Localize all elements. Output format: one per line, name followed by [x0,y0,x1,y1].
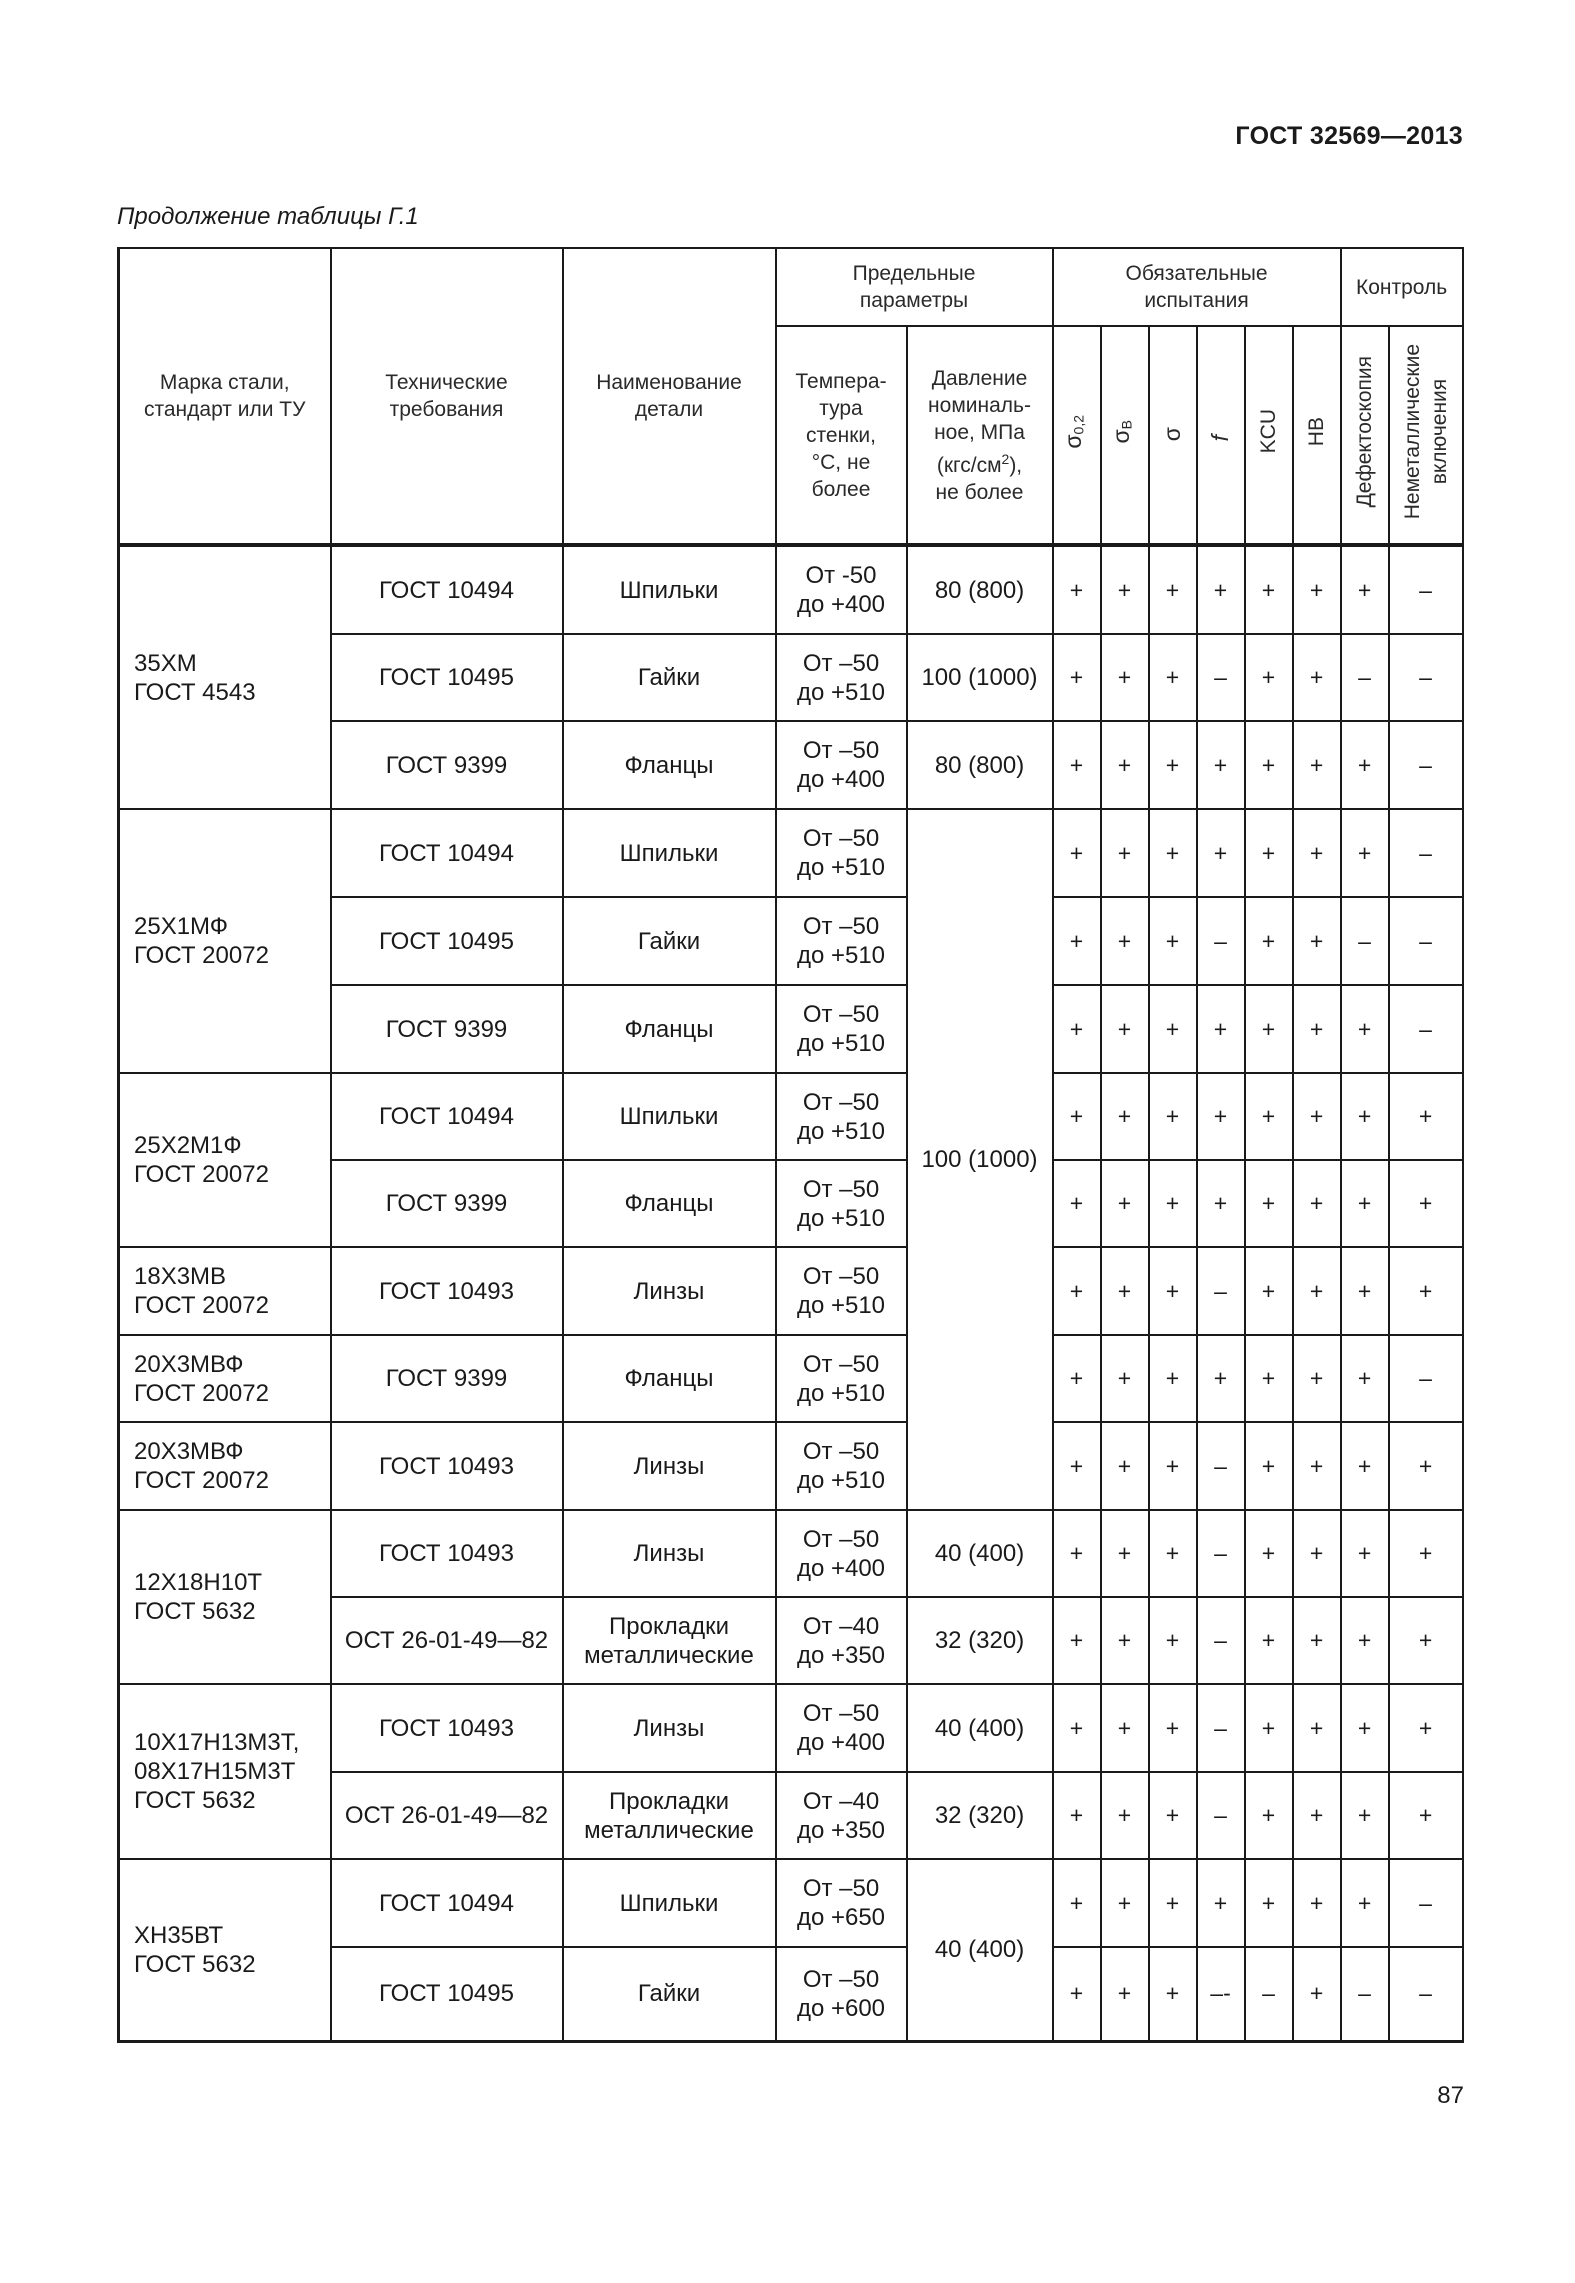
cell-mark-sigma: + [1149,1859,1197,1947]
cell-mark-kcu: + [1245,634,1293,721]
header-limit-parameters: Предельные параметры [776,248,1053,326]
cell-mark-f: – [1197,1772,1245,1859]
cell-mark-sigma: + [1149,634,1197,721]
cell-wall-temperature: От –50 до +510 [776,1422,907,1510]
cell-mark-defectoscopy: + [1341,809,1389,897]
cell-wall-temperature: От –40 до +350 [776,1597,907,1684]
cell-mark-sigmab: + [1101,1684,1149,1772]
cell-mark-sigma: + [1149,809,1197,897]
cell-nominal-pressure: 80 (800) [907,721,1053,809]
cell-steel-grade: 18Х3МВ ГОСТ 20072 [119,1247,331,1335]
header-control-inclusions [1389,326,1463,544]
cell-mark-inclusions: + [1389,1247,1463,1335]
cell-wall-temperature: От –50 до +510 [776,1247,907,1335]
cell-mark-sigmab: + [1101,1422,1149,1510]
cell-mark-inclusions: – [1389,721,1463,809]
cell-wall-temperature: От –50 до +510 [776,1073,907,1160]
cell-mark-defectoscopy: + [1341,1510,1389,1597]
cell-technical-requirements: ГОСТ 10493 [331,1510,563,1597]
steel-requirements-table [117,247,1464,2043]
cell-mark-kcu: + [1245,546,1293,634]
cell-mark-inclusions: – [1389,1859,1463,1947]
cell-mark-defectoscopy: – [1341,897,1389,985]
cell-mark-f: – [1197,1422,1245,1510]
cell-mark-kcu: + [1245,1859,1293,1947]
cell-mark-sigma: + [1149,985,1197,1073]
cell-part-name: Шпильки [563,809,776,897]
header-test-f [1197,326,1245,544]
cell-technical-requirements: ГОСТ 10493 [331,1247,563,1335]
cell-part-name: Гайки [563,897,776,985]
cell-mark-inclusions: – [1389,546,1463,634]
cell-mark-defectoscopy: + [1341,1772,1389,1859]
cell-mark-hb: + [1293,1772,1341,1859]
cell-mark-f: – [1197,1510,1245,1597]
cell-mark-inclusions: – [1389,1335,1463,1422]
cell-mark-sigma02: + [1053,1073,1101,1160]
cell-wall-temperature: От –50 до +400 [776,1510,907,1597]
cell-mark-kcu: + [1245,1247,1293,1335]
header-grade: Марка стали, стандарт или ТУ [119,248,331,544]
cell-steel-grade: 12Х18Н10Т ГОСТ 5632 [119,1510,331,1684]
cell-part-name: Линзы [563,1247,776,1335]
cell-wall-temperature: От –50 до +400 [776,1684,907,1772]
cell-technical-requirements: ОСТ 26-01-49—82 [331,1597,563,1684]
cell-nominal-pressure: 32 (320) [907,1597,1053,1684]
header-technical-requirements: Технические требования [331,248,563,544]
cell-technical-requirements: ГОСТ 10495 [331,634,563,721]
cell-part-name: Линзы [563,1422,776,1510]
cell-wall-temperature: От –40 до +350 [776,1772,907,1859]
cell-mark-sigma02: + [1053,1247,1101,1335]
cell-mark-kcu: + [1245,985,1293,1073]
cell-mark-sigma: + [1149,1772,1197,1859]
cell-mark-hb: + [1293,897,1341,985]
cell-mark-inclusions: + [1389,1684,1463,1772]
cell-mark-defectoscopy: + [1341,721,1389,809]
header-control: Контроль [1341,248,1463,326]
cell-steel-grade: 35ХМ ГОСТ 4543 [119,546,331,809]
cell-mark-sigma: + [1149,1684,1197,1772]
cell-mark-inclusions: – [1389,809,1463,897]
header-test-hb [1293,326,1341,544]
cell-steel-grade: 20Х3МВФ ГОСТ 20072 [119,1335,331,1422]
cell-mark-sigmab: + [1101,1947,1149,2041]
cell-mark-kcu: + [1245,1772,1293,1859]
cell-mark-sigma02: + [1053,1947,1101,2041]
cell-part-name: Прокладки металлические [563,1597,776,1684]
cell-technical-requirements: ГОСТ 9399 [331,721,563,809]
cell-mark-f: – [1197,634,1245,721]
header-sigma-symbol: σ [1159,427,1186,442]
cell-mark-sigma02: + [1053,1859,1101,1947]
cell-mark-sigma: + [1149,1073,1197,1160]
cell-wall-temperature: От –50 до +510 [776,809,907,897]
cell-wall-temperature: От –50 до +510 [776,634,907,721]
header-sigmab-symbol: σ [1108,429,1135,444]
cell-mark-defectoscopy: – [1341,634,1389,721]
header-mandatory-tests: Обязательные испытания [1053,248,1341,326]
cell-mark-inclusions: + [1389,1073,1463,1160]
cell-mark-defectoscopy: – [1341,1947,1389,2041]
cell-mark-sigmab: + [1101,985,1149,1073]
cell-technical-requirements: ГОСТ 10494 [331,546,563,634]
cell-mark-inclusions: + [1389,1422,1463,1510]
header-kcu-label: KCU [1257,409,1281,454]
header-test-yield-strength [1053,326,1101,544]
cell-mark-defectoscopy: + [1341,1422,1389,1510]
cell-part-name: Гайки [563,1947,776,2041]
cell-mark-f: + [1197,809,1245,897]
cell-mark-inclusions: – [1389,985,1463,1073]
cell-mark-sigma02: + [1053,897,1101,985]
cell-nominal-pressure: 40 (400) [907,1859,1053,2041]
header-inclusions-label: Неметаллические включения [1400,343,1451,520]
cell-mark-sigma02: + [1053,1772,1101,1859]
cell-steel-grade: ХН35ВТ ГОСТ 5632 [119,1859,331,2041]
cell-mark-hb: + [1293,1597,1341,1684]
table-caption: Продолжение таблицы Г.1 [117,203,419,230]
cell-mark-sigmab: + [1101,721,1149,809]
cell-mark-sigma02: + [1053,985,1101,1073]
cell-mark-sigmab: + [1101,897,1149,985]
cell-mark-f: – [1197,1247,1245,1335]
cell-mark-kcu: + [1245,1422,1293,1510]
cell-mark-f: + [1197,1859,1245,1947]
cell-mark-hb: + [1293,1073,1341,1160]
cell-technical-requirements: ГОСТ 10495 [331,897,563,985]
cell-mark-hb: + [1293,985,1341,1073]
table-row [119,1859,1463,1947]
cell-mark-sigmab: + [1101,1597,1149,1684]
cell-wall-temperature: От –50 до +510 [776,1160,907,1247]
header-pressure-line1: Давление номиналь- ное, МПа [928,366,1031,444]
cell-mark-defectoscopy: + [1341,1335,1389,1422]
cell-part-name: Шпильки [563,546,776,634]
cell-wall-temperature: От –50 до +650 [776,1859,907,1947]
cell-nominal-pressure: 40 (400) [907,1684,1053,1772]
cell-part-name: Линзы [563,1684,776,1772]
cell-technical-requirements: ГОСТ 10494 [331,1073,563,1160]
cell-mark-f: – [1197,1684,1245,1772]
cell-mark-sigma02: + [1053,1684,1101,1772]
cell-mark-inclusions: + [1389,1510,1463,1597]
cell-mark-kcu: + [1245,1335,1293,1422]
cell-mark-hb: + [1293,1510,1341,1597]
cell-mark-inclusions: – [1389,897,1463,985]
cell-nominal-pressure: 80 (800) [907,546,1053,634]
cell-mark-inclusions: + [1389,1597,1463,1684]
cell-part-name: Шпильки [563,1859,776,1947]
table-row [119,1684,1463,1772]
cell-mark-sigmab: + [1101,1859,1149,1947]
cell-mark-hb: + [1293,1859,1341,1947]
cell-mark-sigma: + [1149,1335,1197,1422]
header-sigma02-symbol: σ [1060,434,1087,449]
cell-wall-temperature: От -50 до +400 [776,546,907,634]
header-test-tensile-strength [1101,326,1149,544]
cell-mark-f: + [1197,1335,1245,1422]
cell-mark-sigma: + [1149,1597,1197,1684]
cell-mark-f: + [1197,721,1245,809]
cell-mark-inclusions: – [1389,634,1463,721]
cell-mark-hb: + [1293,809,1341,897]
page-number: 87 [1437,2082,1464,2109]
cell-mark-hb: + [1293,721,1341,809]
cell-mark-defectoscopy: + [1341,1160,1389,1247]
cell-mark-sigmab: + [1101,1772,1149,1859]
cell-part-name: Фланцы [563,1335,776,1422]
cell-mark-hb: + [1293,1422,1341,1510]
cell-wall-temperature: От –50 до +510 [776,1335,907,1422]
cell-technical-requirements: ГОСТ 9399 [331,1335,563,1422]
cell-mark-sigma: + [1149,721,1197,809]
cell-mark-sigma02: + [1053,546,1101,634]
cell-mark-f: + [1197,985,1245,1073]
header-nominal-pressure [907,326,1053,544]
cell-mark-hb: + [1293,1684,1341,1772]
cell-mark-sigma: + [1149,546,1197,634]
cell-nominal-pressure: 32 (320) [907,1772,1053,1859]
cell-part-name: Линзы [563,1510,776,1597]
cell-mark-f: –- [1197,1947,1245,2041]
cell-mark-sigma: + [1149,1510,1197,1597]
header-defectoscopy-label: Дефектоскопия [1353,355,1377,508]
cell-mark-kcu: + [1245,1073,1293,1160]
cell-mark-hb: + [1293,1335,1341,1422]
cell-mark-sigma: + [1149,897,1197,985]
cell-nominal-pressure: 100 (1000) [907,809,1053,1510]
cell-mark-defectoscopy: + [1341,1247,1389,1335]
cell-part-name: Гайки [563,634,776,721]
cell-mark-kcu: + [1245,1684,1293,1772]
header-sigma02-sub: 0,2 [1070,414,1087,435]
cell-nominal-pressure: 100 (1000) [907,634,1053,721]
cell-wall-temperature: От –50 до +400 [776,721,907,809]
cell-mark-f: + [1197,1160,1245,1247]
cell-steel-grade: 25Х2М1Ф ГОСТ 20072 [119,1073,331,1247]
cell-mark-kcu: + [1245,809,1293,897]
cell-mark-hb: + [1293,1247,1341,1335]
table-row [119,1247,1463,1335]
cell-technical-requirements: ГОСТ 10494 [331,809,563,897]
cell-mark-sigma02: + [1053,1160,1101,1247]
cell-mark-sigmab: + [1101,1073,1149,1160]
cell-mark-sigma: + [1149,1422,1197,1510]
table-row [119,1073,1463,1160]
cell-mark-kcu: + [1245,721,1293,809]
cell-mark-kcu: + [1245,1510,1293,1597]
header-pressure-unit-suffix: ), [1009,453,1023,477]
cell-steel-grade: 20Х3МВФ ГОСТ 20072 [119,1422,331,1510]
cell-mark-kcu: + [1245,1597,1293,1684]
cell-technical-requirements: ГОСТ 10493 [331,1684,563,1772]
cell-technical-requirements: ОСТ 26-01-49—82 [331,1772,563,1859]
cell-mark-sigmab: + [1101,809,1149,897]
cell-mark-inclusions: + [1389,1772,1463,1859]
cell-mark-defectoscopy: + [1341,546,1389,634]
cell-mark-defectoscopy: + [1341,1597,1389,1684]
cell-part-name: Прокладки металлические [563,1772,776,1859]
cell-technical-requirements: ГОСТ 10495 [331,1947,563,2041]
cell-technical-requirements: ГОСТ 10494 [331,1859,563,1947]
table-row [119,1422,1463,1510]
cell-mark-sigma02: + [1053,809,1101,897]
cell-mark-kcu: + [1245,897,1293,985]
cell-mark-sigma02: + [1053,1510,1101,1597]
cell-mark-sigmab: + [1101,634,1149,721]
cell-mark-sigmab: + [1101,1160,1149,1247]
cell-mark-sigma: + [1149,1160,1197,1247]
cell-mark-kcu: + [1245,1160,1293,1247]
cell-mark-defectoscopy: + [1341,1073,1389,1160]
cell-part-name: Фланцы [563,721,776,809]
cell-mark-hb: + [1293,1947,1341,2041]
header-pressure-line2: не более [935,480,1024,504]
header-control-defectoscopy [1341,326,1389,544]
cell-mark-sigma02: + [1053,1422,1101,1510]
table-row [119,1335,1463,1422]
cell-mark-defectoscopy: + [1341,985,1389,1073]
cell-mark-hb: + [1293,546,1341,634]
table-row [119,809,1463,897]
table-header [119,248,1463,544]
cell-part-name: Шпильки [563,1073,776,1160]
cell-mark-sigmab: + [1101,546,1149,634]
cell-mark-sigmab: + [1101,1510,1149,1597]
cell-part-name: Фланцы [563,985,776,1073]
cell-mark-sigma02: + [1053,721,1101,809]
cell-mark-inclusions: + [1389,1160,1463,1247]
cell-technical-requirements: ГОСТ 10493 [331,1422,563,1510]
cell-wall-temperature: От –50 до +510 [776,985,907,1073]
header-pressure-unit-sup: 2 [1001,450,1010,467]
header-test-sigma [1149,326,1197,544]
header-hb-label: HB [1305,416,1329,447]
cell-mark-sigma02: + [1053,1335,1101,1422]
cell-mark-sigma: + [1149,1947,1197,2041]
header-wall-temperature: Темпера- тура стенки, °C, не более [776,326,907,544]
cell-mark-sigma02: + [1053,1597,1101,1684]
header-pressure-unit-prefix: (кгс/см [936,453,1002,477]
cell-mark-sigma: + [1149,1247,1197,1335]
cell-mark-sigmab: + [1101,1335,1149,1422]
cell-mark-kcu: – [1245,1947,1293,2041]
table-row [119,1510,1463,1597]
cell-mark-sigmab: + [1101,1247,1149,1335]
cell-mark-f: – [1197,1597,1245,1684]
cell-technical-requirements: ГОСТ 9399 [331,1160,563,1247]
cell-steel-grade: 25Х1МФ ГОСТ 20072 [119,809,331,1073]
header-part-name: Наименование детали [563,248,776,544]
cell-part-name: Фланцы [563,1160,776,1247]
cell-technical-requirements: ГОСТ 9399 [331,985,563,1073]
cell-mark-sigma02: + [1053,634,1101,721]
header-f-symbol: f [1207,435,1234,442]
cell-mark-inclusions: – [1389,1947,1463,2041]
cell-mark-hb: + [1293,634,1341,721]
header-test-kcu [1245,326,1293,544]
cell-mark-f: + [1197,546,1245,634]
cell-steel-grade: 10Х17Н13М3Т, 08Х17Н15М3Т ГОСТ 5632 [119,1684,331,1859]
table-body [119,544,1463,2041]
cell-wall-temperature: От –50 до +510 [776,897,907,985]
cell-mark-defectoscopy: + [1341,1859,1389,1947]
cell-wall-temperature: От –50 до +600 [776,1947,907,2041]
header-sigmab-sub: B [1118,419,1135,430]
cell-mark-hb: + [1293,1160,1341,1247]
cell-mark-f: + [1197,1073,1245,1160]
cell-mark-defectoscopy: + [1341,1684,1389,1772]
cell-mark-f: – [1197,897,1245,985]
cell-nominal-pressure: 40 (400) [907,1510,1053,1597]
document-code: ГОСТ 32569—2013 [1235,122,1463,150]
table-row [119,546,1463,634]
